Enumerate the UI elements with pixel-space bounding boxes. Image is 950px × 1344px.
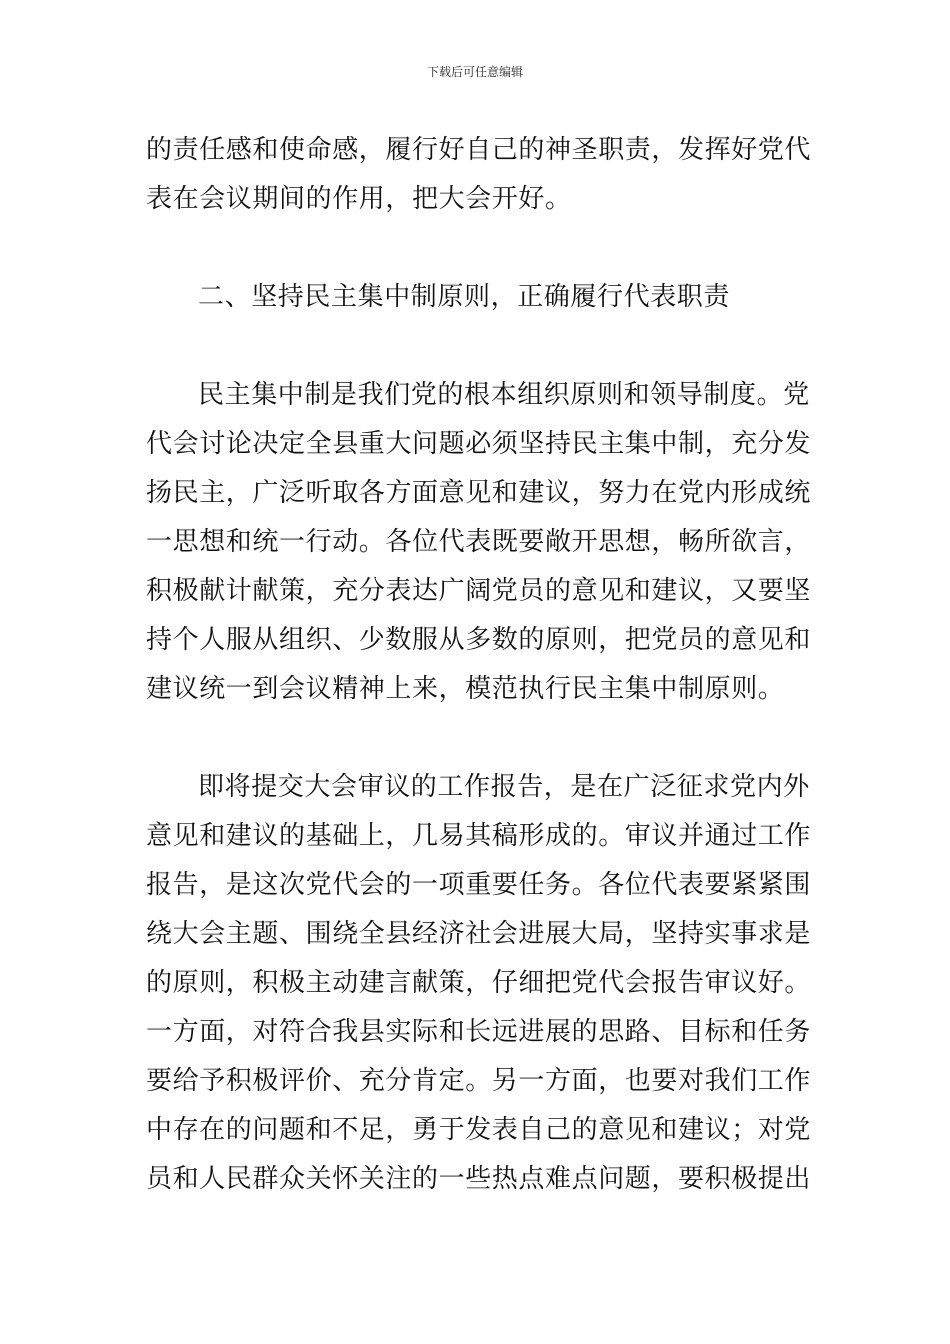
- section-heading: [146, 273, 808, 322]
- text-line: 代会讨论决定全县重大问题必须坚持民主集中制，充分发: [146, 429, 812, 459]
- heading-line: 二、坚持民主集中制原则，正确履行代表职责: [198, 282, 731, 312]
- text-line: 建议统一到会议精神上来，模范执行民主集中制原则。: [146, 674, 785, 704]
- text-line: 即将提交大会审议的工作报告，是在广泛征求党内外: [198, 772, 810, 802]
- paragraph-1: [146, 126, 812, 224]
- page-header: 下载后可任意编辑: [426, 65, 523, 79]
- paragraph-4: [146, 763, 812, 1204]
- text-line: 扬民主，广泛听取各方面意见和建议，努力在党内形成统: [146, 478, 812, 508]
- text-line: 绕大会主题、围绕全县经济社会进展大局，坚持实事求是: [146, 919, 812, 949]
- text-line: 积极献计献策，充分表达广阔党员的意见和建议，又要坚: [146, 576, 812, 606]
- text-line: 民主集中制是我们党的根本组织原则和领导制度。党: [198, 380, 810, 410]
- text-line: 中存在的问题和不足，勇于发表自己的意见和建议；对党: [146, 1115, 812, 1145]
- text-line: 报告，是这次党代会的一项重要任务。各位代表要紧紧围: [146, 870, 812, 900]
- text-line: 的原则，积极主动建言献策，仔细把党代会报告审议好。: [146, 968, 812, 998]
- text-line: 一思想和统一行动。各位代表既要敞开思想，畅所欲言，: [146, 527, 812, 557]
- text-line: 员和人民群众关怀关注的一些热点难点问题，要积极提出: [146, 1164, 812, 1194]
- text-line: 要给予积极评价、充分肯定。另一方面，也要对我们工作: [146, 1066, 812, 1096]
- text-line: 一方面，对符合我县实际和长远进展的思路、目标和任务: [146, 1017, 812, 1047]
- text-line: 的责任感和使命感，履行好自己的神圣职责，发挥好党代: [146, 135, 812, 165]
- text-line: 表在会议期间的作用，把大会开好。: [146, 184, 572, 214]
- document-body: [146, 126, 812, 1204]
- text-line: 意见和建议的基础上，几易其稿形成的。审议并通过工作: [146, 821, 812, 851]
- paragraph-3: [146, 371, 812, 714]
- text-line: 持个人服从组织、少数服从多数的原则，把党员的意见和: [146, 625, 812, 655]
